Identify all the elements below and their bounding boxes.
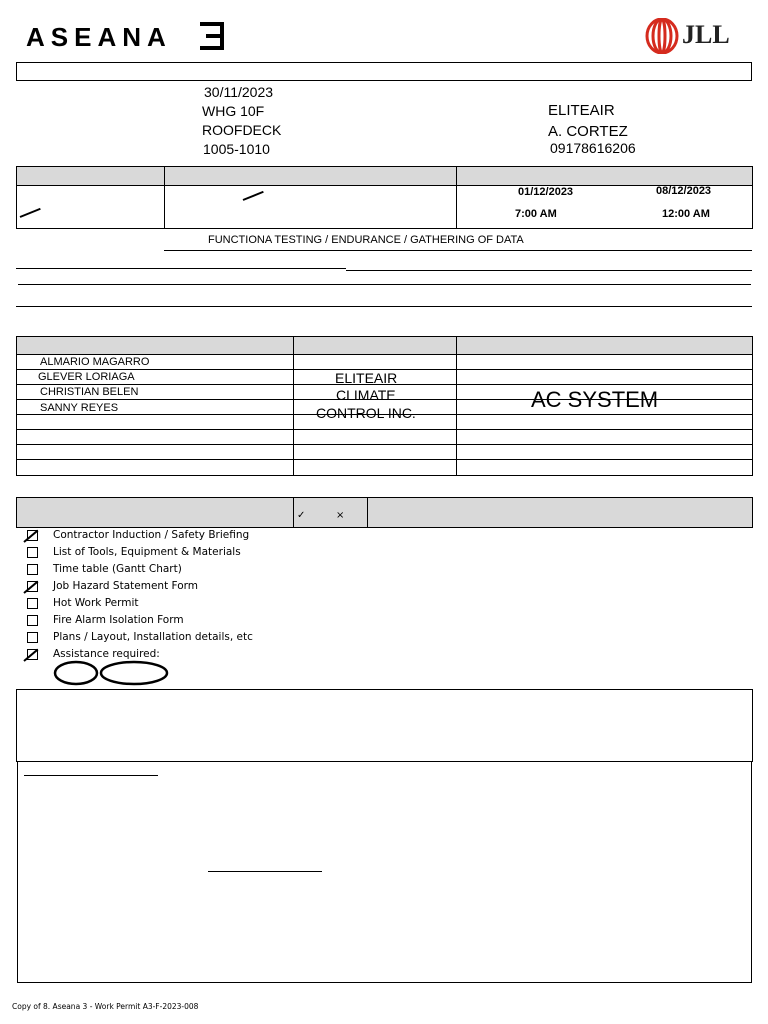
permit-building: WHG 10F bbox=[202, 103, 265, 119]
jll-logo bbox=[644, 18, 736, 54]
hand-drawn-circles bbox=[50, 658, 174, 688]
checklist-label: Assistance required: bbox=[53, 648, 160, 660]
worker-company-line: CONTROL INC. bbox=[316, 405, 416, 421]
jll-emblem-icon bbox=[644, 18, 684, 54]
checklist-label: Fire Alarm Isolation Form bbox=[53, 614, 184, 626]
checkbox-tools-list[interactable] bbox=[27, 547, 38, 558]
brand-text: ASEANA bbox=[26, 22, 172, 52]
aseana-3-mark bbox=[198, 22, 226, 50]
schedule-row bbox=[16, 185, 753, 229]
contact-number: 09178616206 bbox=[550, 140, 636, 156]
remarks-box bbox=[16, 689, 753, 762]
permit-location: ROOFDECK bbox=[202, 122, 282, 138]
contractor-name: ELITEAIR bbox=[548, 102, 615, 119]
start-time: 7:00 AM bbox=[515, 208, 557, 220]
start-date: 01/12/2023 bbox=[518, 186, 574, 198]
worker-name: CHRISTIAN BELEN bbox=[40, 386, 139, 398]
approval-box bbox=[17, 761, 752, 983]
checkbox-hot-work[interactable] bbox=[27, 598, 38, 609]
checkbox-fire-alarm[interactable] bbox=[27, 615, 38, 626]
work-description: FUNCTIONA TESTING / ENDURANCE / GATHERING OF DATA bbox=[208, 234, 524, 246]
checklist-label: Plans / Layout, Installation details, etc bbox=[53, 631, 253, 643]
checkbox-time-table[interactable] bbox=[27, 564, 38, 575]
checklist-header-row bbox=[16, 497, 753, 528]
check-mark-icon: ✓ bbox=[297, 510, 306, 521]
end-date: 08/12/2023 bbox=[656, 185, 712, 197]
checkbox-plans-layout[interactable] bbox=[27, 632, 38, 643]
checklist-label: List of Tools, Equipment & Materials bbox=[53, 546, 241, 558]
contact-person: A. CORTEZ bbox=[548, 123, 628, 140]
schedule-header-row bbox=[16, 166, 753, 186]
aseana-logo bbox=[26, 22, 172, 53]
worker-company-line: CLIMATE bbox=[336, 387, 396, 403]
worker-name: GLEVER LORIAGA bbox=[38, 371, 135, 383]
end-time: 12:00 AM bbox=[662, 208, 710, 220]
worker-name: SANNY REYES bbox=[40, 402, 119, 414]
worker-name: ALMARIO MAGARRO bbox=[40, 356, 150, 368]
work-scope: AC SYSTEM bbox=[531, 387, 659, 412]
checklist-label: Hot Work Permit bbox=[53, 597, 139, 609]
checklist-label: Job Hazard Statement Form bbox=[53, 580, 198, 592]
permit-number-field bbox=[16, 62, 752, 81]
footer-copy-note: Copy of 8. Aseana 3 - Work Permit A3-F-2023-008 bbox=[12, 1002, 199, 1011]
cross-mark-icon: × bbox=[336, 510, 345, 521]
checklist-label: Time table (Gantt Chart) bbox=[53, 563, 182, 575]
worker-company-line: ELITEAIR bbox=[335, 370, 398, 386]
permit-time-range: 1005-1010 bbox=[203, 141, 270, 157]
workers-header-row bbox=[16, 336, 753, 355]
permit-date: 30/11/2023 bbox=[204, 84, 274, 100]
checklist-label: Contractor Induction / Safety Briefing bbox=[53, 529, 250, 541]
jll-logo-text: JLL bbox=[682, 20, 730, 49]
